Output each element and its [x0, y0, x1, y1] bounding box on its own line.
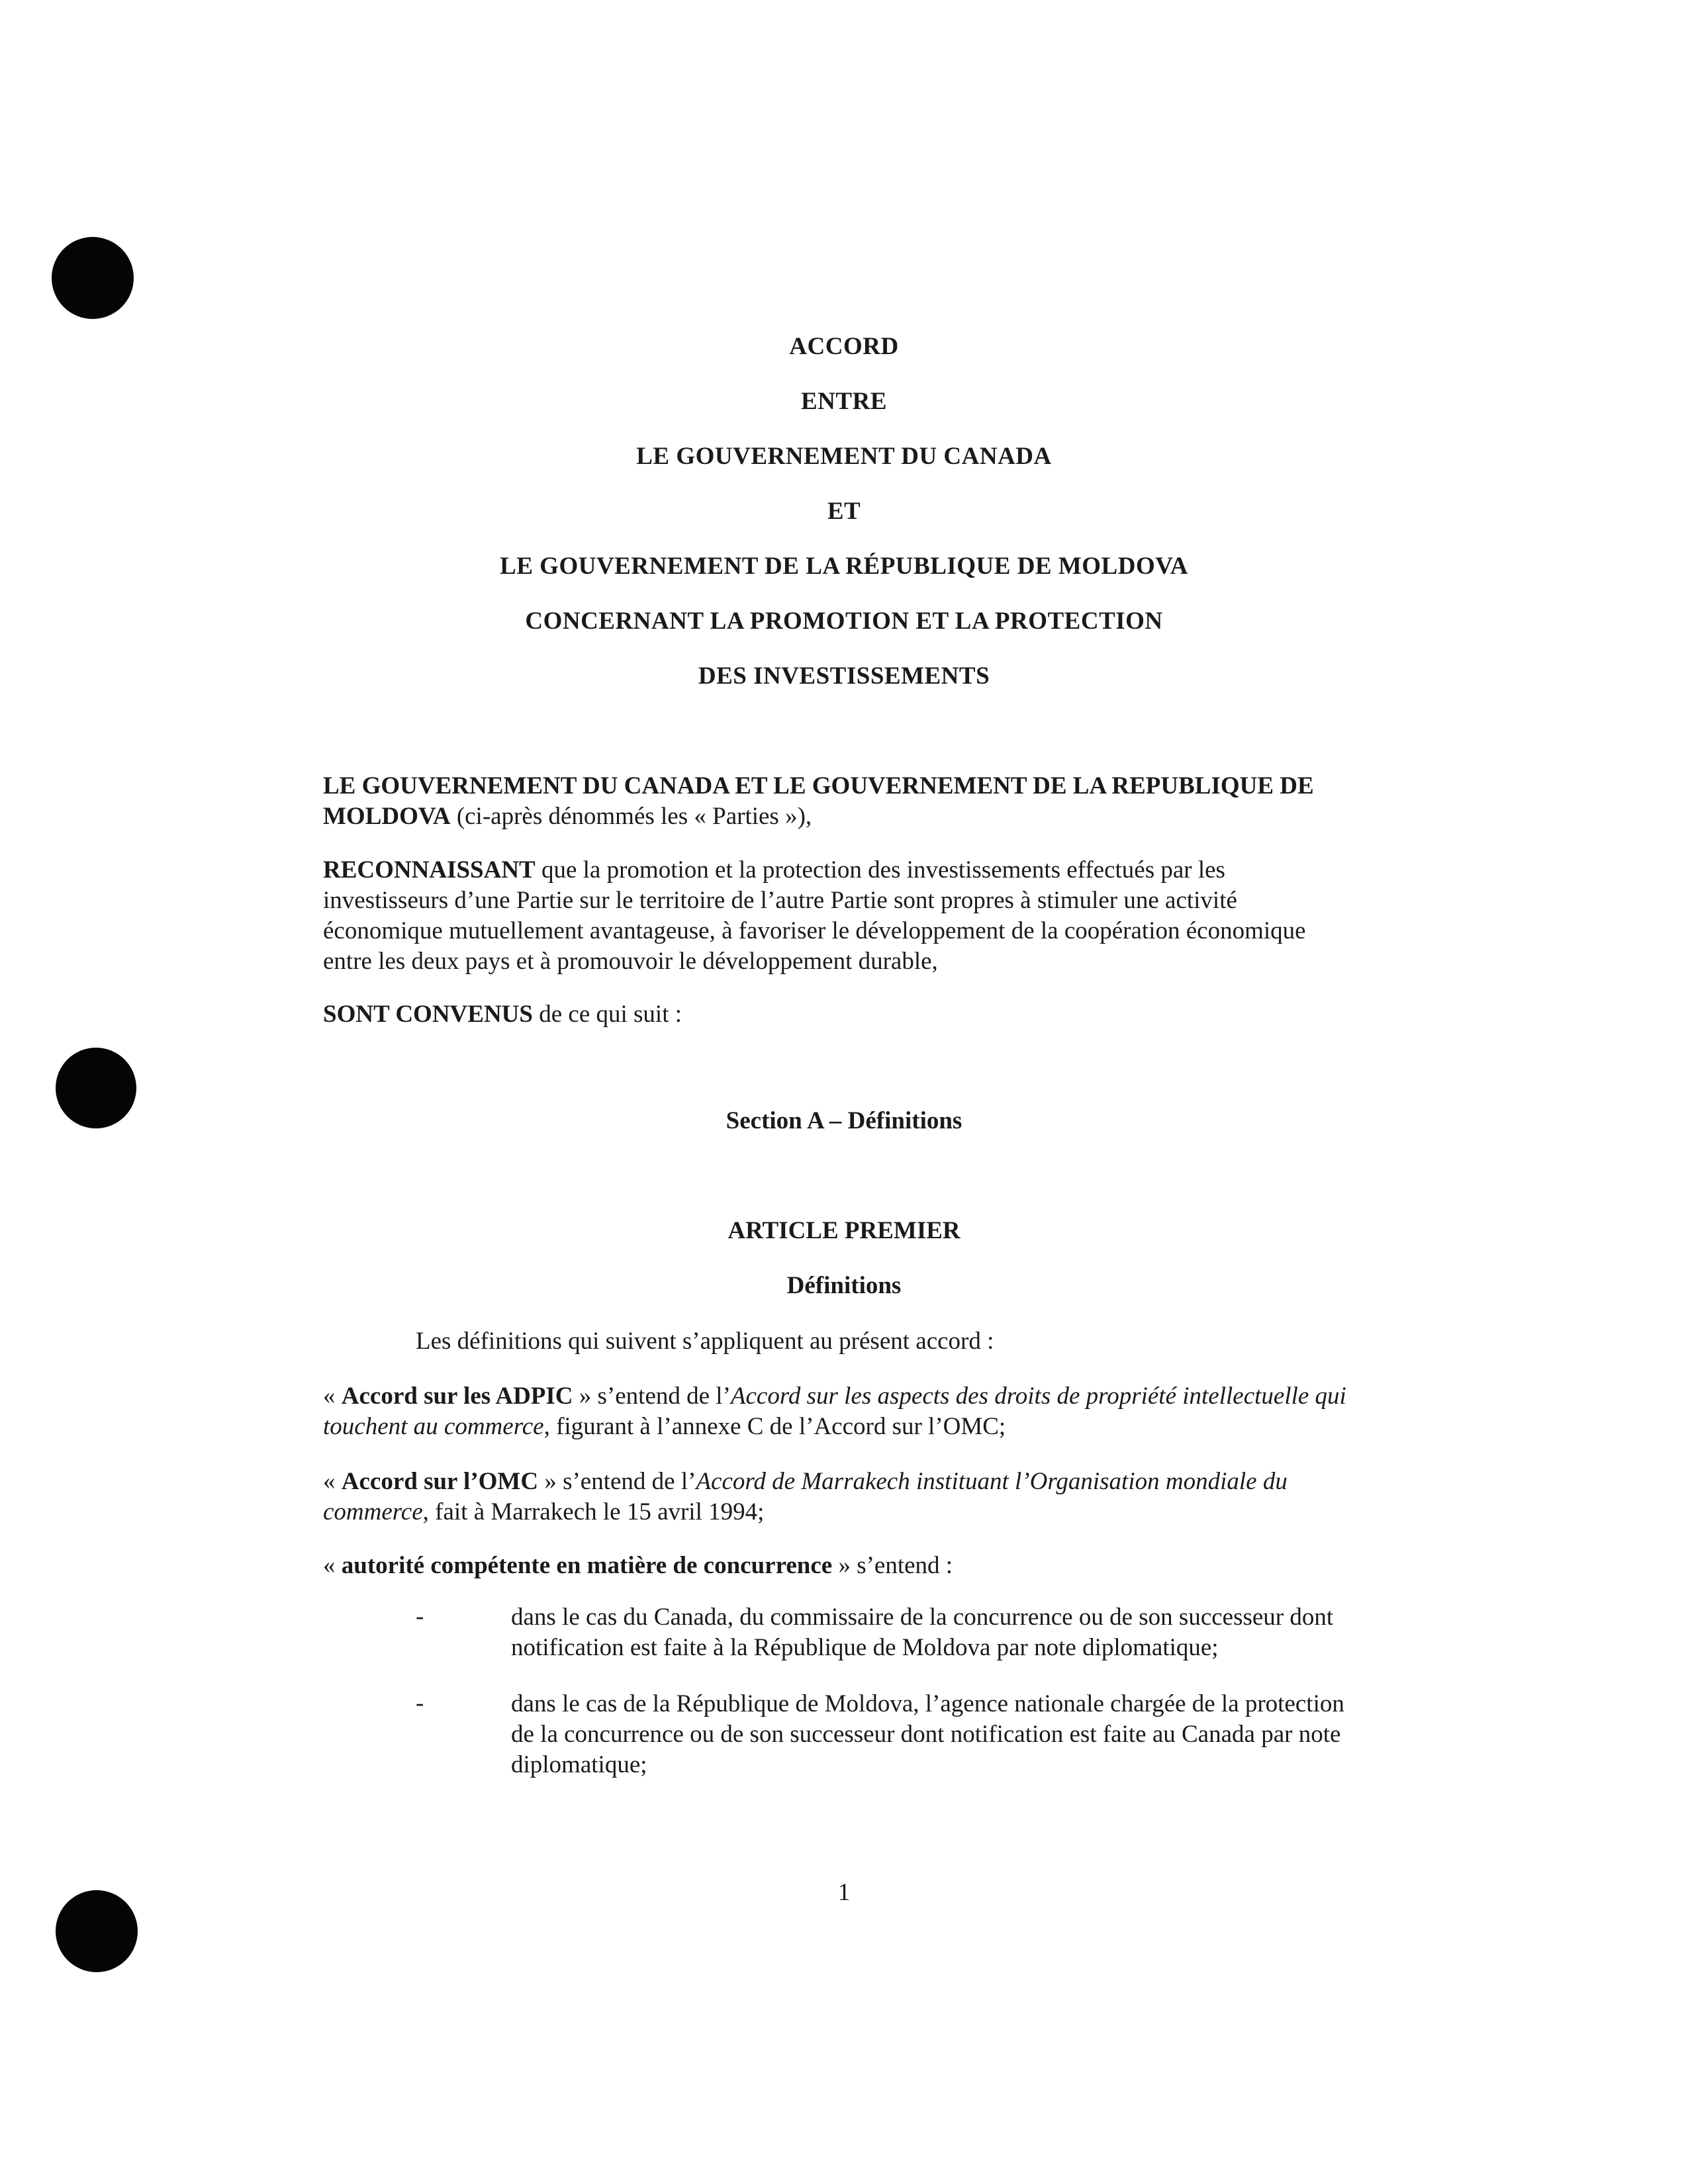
preamble-agreed [323, 999, 1356, 1030]
recognizing-rest: que la promotion et la protection des investissements effectués par les investisseurs d’une Partie sur le territoire de l’autre Partie sont propres à stimuler une activité économique mutuellement avantageuse, à favoriser le développement de la coopération économique entre les deux pays et à promouvoir le développement durable, [323, 856, 1306, 975]
preamble-recognizing [323, 855, 1356, 977]
definition-connector: » s’entend de l’ [538, 1468, 696, 1495]
definition-rest: , fait à Marrakech le 15 avril 1994; [422, 1498, 765, 1525]
bullet-moldova: dans le cas de la République de Moldova, l’agence nationale chargée de la protection de la concurrence ou de son successeur dont notification est faite au Canada par note diplomatique; [511, 1690, 1344, 1778]
definition-term: Accord sur les ADPIC [341, 1383, 573, 1410]
definition-connector: » s’entend : [832, 1552, 953, 1579]
quote-open: « [323, 1468, 342, 1495]
definition-trips [323, 1381, 1356, 1442]
bullet-dash: - [416, 1690, 424, 1717]
quote-open: « [323, 1383, 342, 1410]
agreed-bold: SONT CONVENUS [323, 1001, 533, 1028]
recognizing-bold: RECONNAISSANT [323, 856, 536, 884]
quote-open: « [323, 1552, 342, 1579]
bullet-canada: dans le cas du Canada, du commissaire de la concurrence ou de son successeur dont notification est faite à la République de Moldova par note diplomatique; [511, 1604, 1334, 1661]
parties-bold: LE GOUVERNEMENT DU CANADA ET LE GOUVERNEMENT DE LA REPUBLIQUE DE MOLDOVA [323, 772, 1314, 830]
article-intro: Les définitions qui suivent s’appliquent au présent accord : [416, 1328, 994, 1355]
agreed-rest: de ce qui suit : [532, 1001, 682, 1028]
definition-competition [323, 1551, 1356, 1581]
article-heading: ARTICLE PREMIER [727, 1217, 961, 1244]
title-line-investissements: DES INVESTISSEMENTS [698, 662, 990, 690]
definition-rest: , figurant à l’annexe C de l’Accord sur l’OMC; [543, 1413, 1006, 1440]
title-line-entre: ENTRE [801, 388, 887, 415]
definition-italic-title: Accord de Marrakech instituant l’Organisation mondiale du commerce [323, 1468, 1288, 1525]
bullet-dash: - [416, 1603, 424, 1630]
definition-term: autorité compétente en matière de concurrence [341, 1552, 833, 1579]
section-heading: Section A – Définitions [726, 1107, 962, 1134]
article-subheading: Définitions [786, 1272, 902, 1299]
definition-wto [323, 1467, 1356, 1527]
title-line-accord: ACCORD [789, 333, 899, 360]
punch-hole [52, 237, 134, 319]
definition-connector: » s’entend de l’ [573, 1383, 731, 1410]
preamble-parties [323, 771, 1356, 832]
title-line-promotion: CONCERNANT LA PROMOTION ET LA PROTECTION [525, 608, 1163, 635]
definition-italic-title: Accord sur les aspects des droits de propriété intellectuelle qui touchent au commerce [323, 1383, 1346, 1440]
title-line-et: ET [827, 498, 861, 525]
page-number: 1 [837, 1879, 851, 1906]
definition-term: Accord sur l’OMC [341, 1468, 539, 1495]
title-line-canada: LE GOUVERNEMENT DU CANADA [636, 443, 1052, 470]
parties-rest: (ci-après dénommés les « Parties »), [450, 803, 812, 830]
title-line-moldova: LE GOUVERNEMENT DE LA RÉPUBLIQUE DE MOLDOVA [500, 553, 1188, 580]
